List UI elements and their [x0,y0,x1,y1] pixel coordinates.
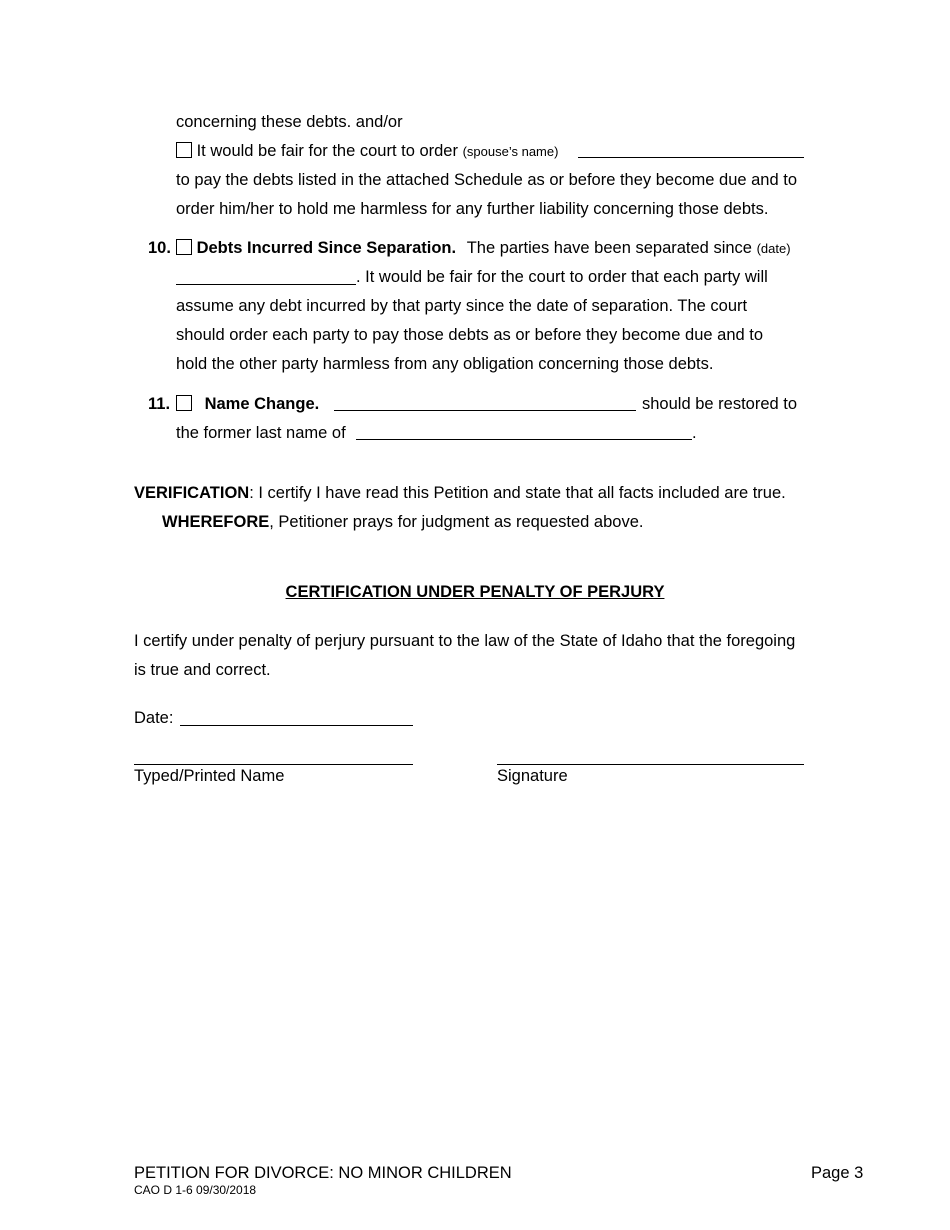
date-field[interactable] [180,725,413,726]
item11-text2: the former last name of [176,424,346,442]
certification-heading: CERTIFICATION UNDER PENALTY OF PERJURY [285,583,665,601]
item10-number: 10. [148,239,171,257]
footer-title: PETITION FOR DIVORCE: NO MINOR CHILDREN [134,1164,512,1182]
item11-title: Name Change. [204,395,320,413]
date-label: Date: [134,709,174,727]
signature-field[interactable] [497,764,804,765]
para9-option-small: (spouse’s name) [462,144,559,159]
para9-line4: order him/her to hold me harmless for any further liability concerning those debts. [176,200,769,218]
para9-line1: concerning these debts. and/or [176,113,403,131]
para9-line3: to pay the debts listed in the attached Schedule as or before they become due and to [176,171,798,189]
item10-line3: assume any debt incurred by that party since the date of separation. The court [176,297,748,315]
wherefore-text: , Petitioner prays for judgment as requested above. [269,513,644,531]
para9-option-checkbox[interactable] [176,142,192,158]
certification-line2: is true and correct. [134,661,271,679]
item11-number: 11. [148,395,171,413]
item11-text1: should be restored to [642,395,798,413]
verification-text: : I certify I have read this Petition and state that all facts included are true. [249,484,786,502]
item10-text2: . It would be fair for the court to order that each party will [356,268,768,286]
former-name-field[interactable] [356,439,692,440]
item10-checkbox[interactable] [176,239,192,255]
verification [134,483,786,503]
page-number: Page 3 [811,1164,864,1182]
separation-date-field[interactable] [176,284,356,285]
signature-label: Signature [497,767,568,785]
item11-heading [176,394,319,414]
item10-title: Debts Incurred Since Separation. [196,239,457,257]
certification-line1: I certify under penalty of perjury pursuant to the law of the State of Idaho that the foregoing [134,632,796,650]
para9-option-text: It would be fair for the court to order [196,142,458,160]
current-name-field[interactable] [334,410,636,411]
item11-period: . [692,424,697,442]
para9-option [176,141,558,162]
spouse-name-field[interactable] [578,157,804,158]
item10-text1-small: (date) [756,241,791,256]
printed-name-field[interactable] [134,764,413,765]
item10-line4: should order each party to pay those debts as or before they become due and to [176,326,764,344]
printed-name-label: Typed/Printed Name [134,767,285,785]
item10-heading [176,238,791,259]
verification-label: VERIFICATION [134,484,250,502]
item10-line5: hold the other party harmless from any obligation concerning those debts. [176,355,714,373]
wherefore-label: WHEREFORE [162,513,270,531]
item10-text1: The parties have been separated since [466,239,752,257]
item11-checkbox[interactable] [176,395,192,411]
wherefore [162,512,643,532]
footer-code: CAO D 1-6 09/30/2018 [134,1183,257,1197]
